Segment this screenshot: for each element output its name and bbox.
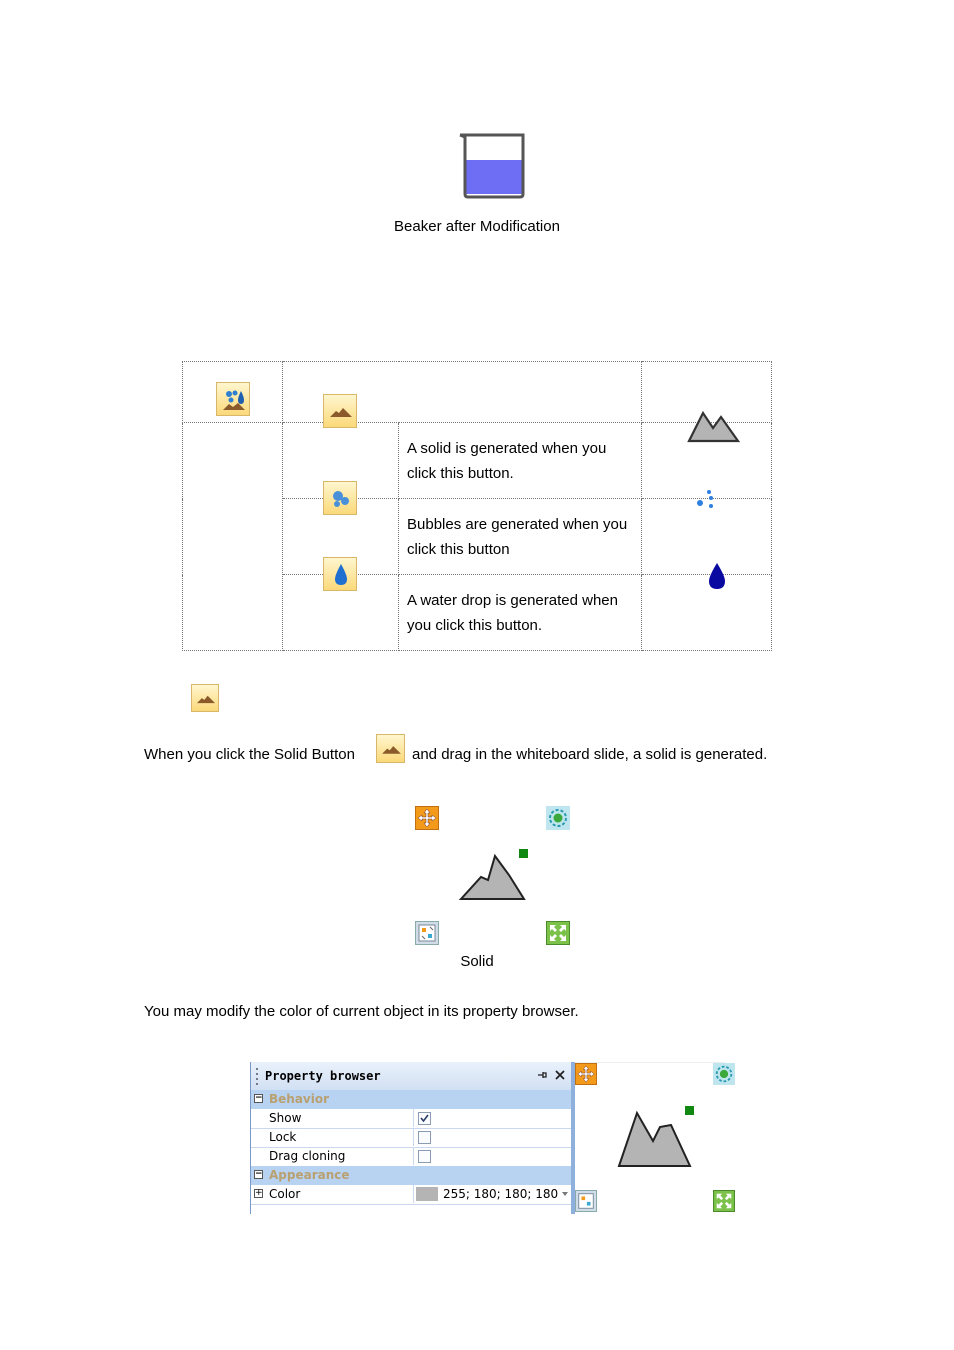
collapse-icon[interactable]: −: [255, 1169, 263, 1179]
water-drop-button[interactable]: [323, 557, 357, 591]
solid-shape[interactable]: [458, 847, 530, 903]
bubbles-icon: [324, 482, 358, 516]
close-icon[interactable]: [554, 1069, 566, 1081]
beaker-caption: Beaker after Modification: [394, 218, 560, 235]
resize-handle-icon[interactable]: [713, 1190, 735, 1212]
solid-button-inline: [376, 734, 405, 763]
drag-cloning-checkbox[interactable]: [418, 1150, 431, 1163]
category-behavior[interactable]: [251, 1090, 573, 1109]
property-row-color[interactable]: [251, 1185, 573, 1205]
property-label: Color: [269, 1187, 301, 1201]
solid-button-standalone: [191, 684, 219, 712]
canvas-edge: [575, 1062, 725, 1063]
property-row-lock[interactable]: [251, 1128, 573, 1148]
rotate-handle-icon[interactable]: [713, 1063, 735, 1085]
solid-icon: [324, 395, 358, 429]
category-label: Behavior: [269, 1092, 330, 1106]
water-drop-icon: [324, 558, 358, 592]
solid-caption: Solid: [460, 953, 494, 970]
lock-checkbox[interactable]: [418, 1131, 431, 1144]
paragraph-solid-after: and drag in the whiteboard slide, a solid is generated.: [412, 746, 768, 763]
move-handle-icon[interactable]: [575, 1063, 597, 1085]
rotate-handle-icon[interactable]: [546, 806, 570, 830]
expand-icon[interactable]: +: [255, 1188, 263, 1198]
bubbles-button[interactable]: [323, 481, 357, 515]
beaker-icon: [456, 130, 528, 200]
move-handle-icon[interactable]: [415, 806, 439, 830]
dropdown-arrow-icon[interactable]: [561, 1191, 569, 1197]
category-appearance[interactable]: [251, 1166, 573, 1185]
menu-handle-icon[interactable]: [575, 1190, 597, 1212]
liquid-tools-icon: [216, 382, 250, 416]
resize-handle-icon[interactable]: [546, 921, 570, 945]
collapse-icon[interactable]: −: [255, 1093, 263, 1103]
solid-icon: [192, 685, 220, 713]
bubbles-result-icon: [694, 489, 718, 511]
show-checkbox[interactable]: [418, 1112, 431, 1125]
property-label: Drag cloning: [269, 1149, 346, 1163]
property-label: Show: [269, 1111, 302, 1125]
property-browser-header: [251, 1062, 573, 1090]
bubbles-description: Bubbles are generated when you click this button: [407, 515, 628, 558]
mountain-solid-icon: [687, 408, 741, 444]
water-drop-description: A water drop is generated when you click this button.: [407, 591, 618, 634]
color-value: 255; 180; 180; 180: [443, 1187, 559, 1201]
solid-description: A solid is generated when you click this button.: [407, 439, 607, 482]
tool-table: [182, 361, 772, 651]
solid-button[interactable]: [323, 394, 357, 428]
paragraph-property-browser: You may modify the color of current object in its property browser.: [144, 1003, 579, 1020]
grip-icon[interactable]: [255, 1067, 259, 1085]
property-browser-panel: [250, 1062, 573, 1214]
pin-icon[interactable]: [536, 1069, 548, 1081]
solid-icon: [377, 735, 406, 764]
table-row: [183, 423, 772, 499]
property-row-show[interactable]: [251, 1109, 573, 1129]
group-cell: [183, 423, 283, 651]
menu-handle-icon[interactable]: [415, 921, 439, 945]
solid-shape-preview[interactable]: [615, 1103, 697, 1169]
table-header-row: [183, 362, 772, 423]
property-row-drag-cloning[interactable]: [251, 1147, 573, 1167]
paragraph-solid-before: When you click the Solid Button: [144, 746, 355, 763]
property-browser-title: Property browser: [265, 1069, 381, 1083]
water-drop-result-icon: [707, 562, 727, 590]
category-label: Appearance: [269, 1168, 350, 1182]
color-swatch: [416, 1187, 438, 1201]
property-label: Lock: [269, 1130, 297, 1144]
